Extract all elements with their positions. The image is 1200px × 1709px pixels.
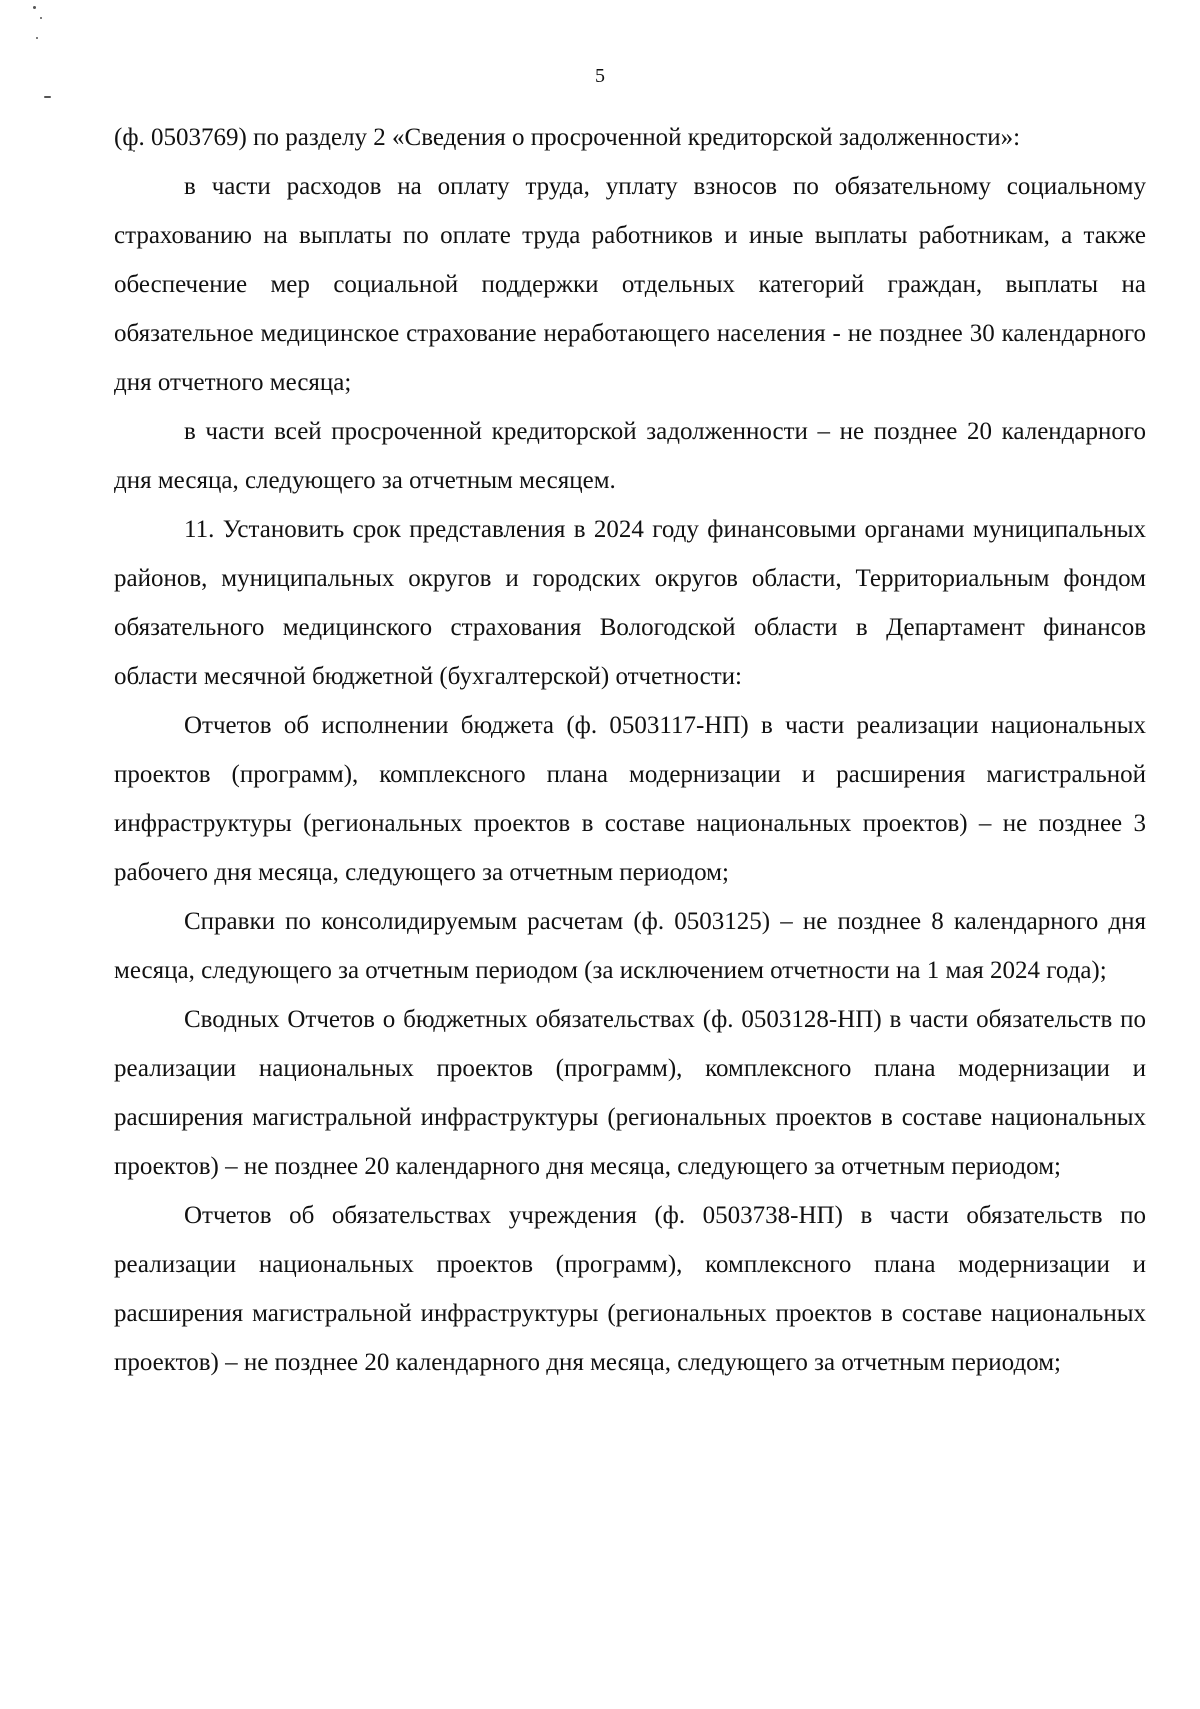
paragraph-labor-expenses: в части расходов на оплату труда, уплату взносов по обязательному социальному страхованию на выплаты по оплате труда работников и иные выплаты работникам, а также обеспечение мер социальной поддержки отдельных категорий граждан, выплаты на обязательное медицинское страхование неработающего населения - не позднее 30 календарного дня отчетного месяца; bbox=[114, 173, 1146, 396]
scan-speck bbox=[33, 6, 36, 9]
paragraph-budget-obligations: Сводных Отчетов о бюджетных обязательствах (ф. 0503128-НП) в части обязательств по реализации национальных проектов (программ), комплексного плана модернизации и расширения магистральной инфраструктуры (региональных проектов в составе национальных проектов) – не позднее 20 календарного дня месяца, следующего за отчетным периодом; bbox=[114, 1006, 1146, 1180]
scan-speck bbox=[36, 37, 38, 39]
paragraph-overdue-debt: в части всей просроченной кредиторской задолженности – не позднее 20 календарного дня месяца, следующего за отчетным месяцем. bbox=[114, 418, 1146, 494]
paragraph-form-reference: (ф. 0503769) по разделу 2 «Сведения о просроченной кредиторской задолженности»: bbox=[114, 124, 1021, 151]
paragraph-budget-execution-reports: Отчетов об исполнении бюджета (ф. 0503117-НП) в части реализации национальных проектов (программ), комплексного плана модернизации и расширения магистральной инфраструктуры (региональных проектов в составе национальных проектов) – не позднее 3 рабочего дня месяца, следующего за отчетным периодом; bbox=[114, 712, 1146, 886]
paragraph-item-11: 11. Установить срок представления в 2024 году финансовыми органами муниципальных районов, муниципальных округов и городских округов области, Территориальным фондом обязательного медицинского страхования Вологодской области в Департамент финансов области месячной бюджетной (бухгалтерской) отчетности: bbox=[114, 516, 1146, 690]
paragraph-institution-obligations: Отчетов об обязательствах учреждения (ф. 0503738-НП) в части обязательств по реализации национальных проектов (программ), комплексного плана модернизации и расширения магистральной инфраструктуры (региональных проектов в составе национальных проектов) – не позднее 20 календарного дня месяца, следующего за отчетным периодом; bbox=[114, 1202, 1146, 1376]
scan-speck bbox=[40, 17, 42, 19]
document-body bbox=[114, 113, 1146, 1387]
page-number: 5 bbox=[595, 65, 605, 87]
paragraph-consolidated-settlements: Справки по консолидируемым расчетам (ф. 0503125) – не позднее 8 календарного дня месяца, следующего за отчетным периодом (за исключением отчетности на 1 мая 2024 года); bbox=[114, 908, 1146, 984]
scan-speck bbox=[44, 96, 51, 98]
